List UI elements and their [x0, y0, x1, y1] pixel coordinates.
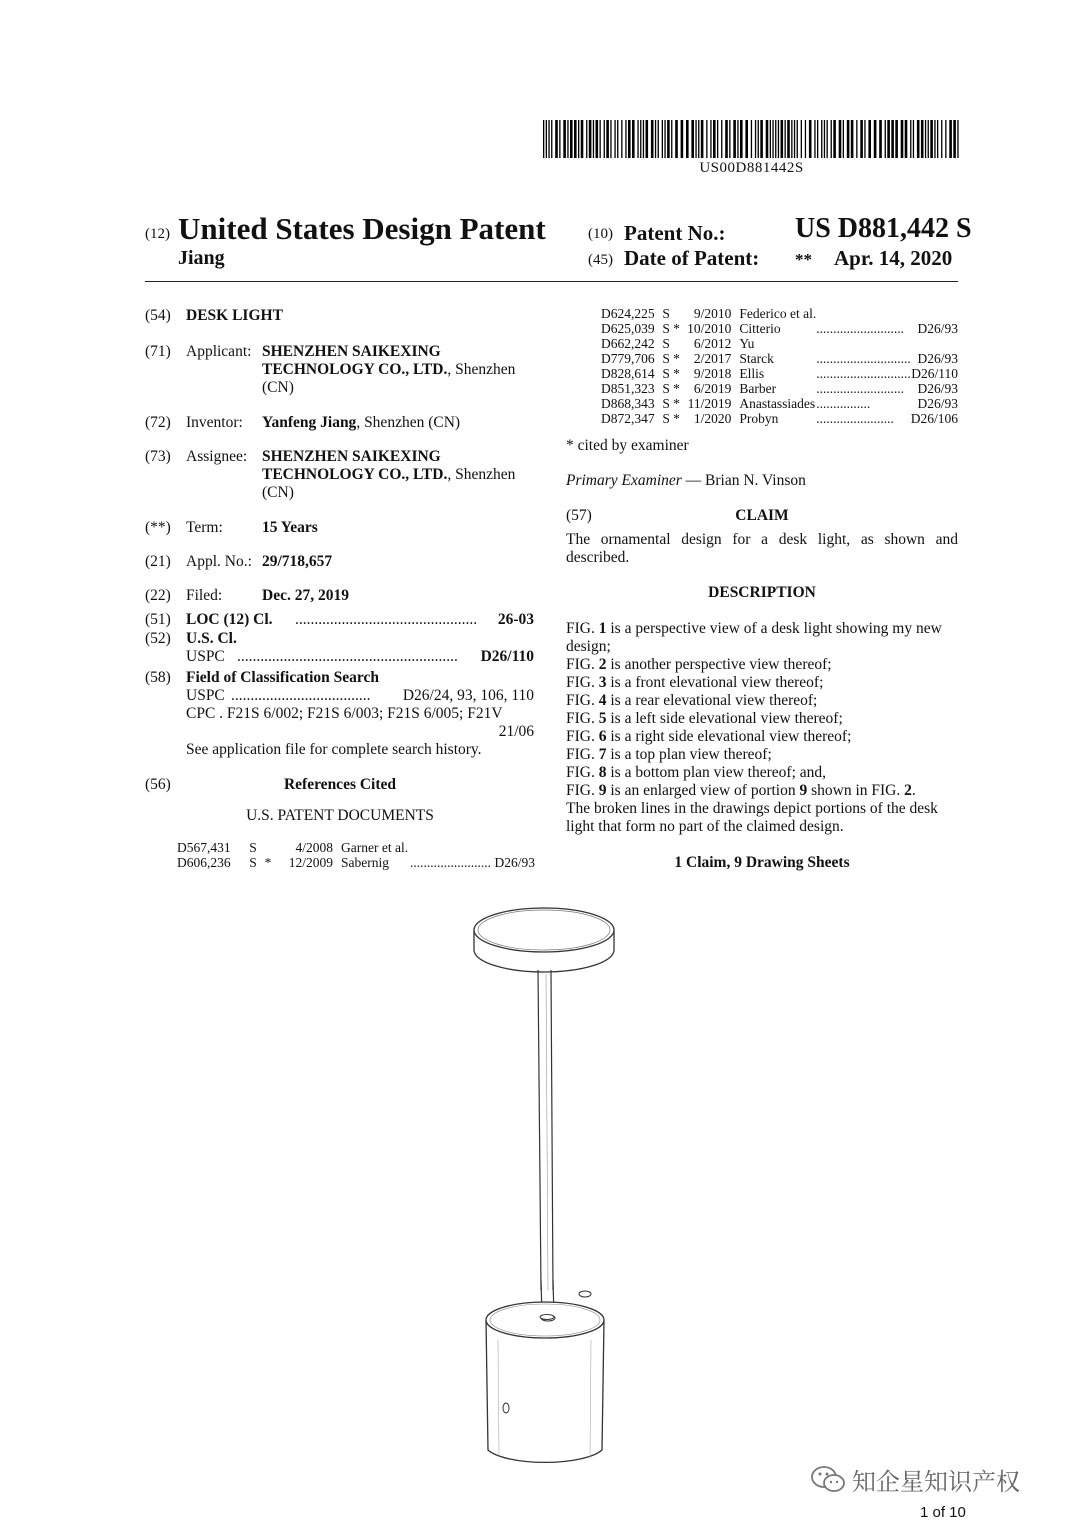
reference-row: D851,323 S * 6/2019 Barber .......................... D26/93: [601, 381, 958, 396]
fig-description: FIG. 8 is a bottom plan view thereof; and,: [566, 764, 827, 781]
reference-row: D624,225 S 9/2010 Federico et al.: [601, 306, 817, 321]
barcode: [543, 120, 960, 158]
barcode-number: US00D881442S: [699, 160, 804, 176]
claims-sheets: 1 Claim, 9 Drawing Sheets: [674, 854, 850, 871]
code-45: (45): [588, 252, 613, 268]
reference-row: D567,431 S 4/2008 Garner et al.: [177, 840, 409, 855]
claim-title: CLAIM: [735, 507, 789, 524]
fig-description: FIG. 1 is a perspective view of a desk light showing my new design;: [566, 620, 942, 655]
wechat-icon: [810, 1464, 846, 1496]
desk-light-figure-base: [470, 1280, 620, 1480]
patent-date: Apr. 14, 2020: [834, 246, 953, 270]
reference-row: D606,236 S * 12/2009 Sabernig ........................ D26/93: [177, 855, 535, 870]
patent-number: US D881,442 S: [795, 213, 972, 244]
code-10: (10): [588, 226, 613, 242]
field-58-search: (58) Field of Classification Search USPC .................................... D26/24, 93, 106, 110 CPC . F21S 6/002; F21S 6/003; F21S 6/005; F21V 21/06 See application file for complete search history.: [145, 669, 534, 758]
reference-row: D868,343 S * 11/2019 Anastassiades ................ D26/93: [601, 396, 958, 411]
description-body: [566, 620, 958, 836]
broken-lines-note: The broken lines in the drawings depict portions of the desk light that form no part of the claimed design.: [566, 800, 938, 835]
fig-description: FIG. 4 is a rear elevational view thereof;: [566, 692, 818, 709]
field-73-assignee: (73) Assignee: SHENZHEN SAIKEXING TECHNOLOGY CO., LTD., Shenzhen (CN): [145, 448, 516, 501]
patent-title: United States Design Patent: [178, 211, 546, 246]
invention-title: DESK LIGHT: [186, 307, 283, 324]
inventor-surname: Jiang: [178, 247, 225, 269]
reference-row: D779,706 S * 2/2017 Starck ............................ D26/93: [601, 351, 958, 366]
patent-no-label: Patent No.:: [624, 221, 726, 245]
page-number: 1 of 10: [920, 1504, 966, 1521]
claim-text: The ornamental design for a desk light, as shown and described.: [566, 531, 958, 566]
claim-code: (57): [566, 507, 592, 524]
desk-light-figure-top: [460, 890, 630, 1290]
fig-description: FIG. 5 is a left side elevational view thereof;: [566, 710, 843, 727]
reference-row: D872,347 S * 1/2020 Probyn ....................... D26/106: [601, 411, 958, 426]
reference-row: D625,039 S * 10/2010 Citterio .......................... D26/93: [601, 321, 958, 336]
header-rule: [145, 281, 958, 282]
fig-description: FIG. 2 is another perspective view thereof;: [566, 656, 832, 673]
fig-9-line: FIG. 9 is an enlarged view of portion 9 shown in FIG. 2.: [566, 782, 916, 799]
watermark: 知企星知识产权: [810, 1462, 1020, 1497]
primary-examiner: Primary Examiner — Brian N. Vinson: [566, 472, 806, 489]
cited-by-examiner: * cited by examiner: [566, 437, 689, 454]
field-71-applicant: (71) Applicant: SHENZHEN SAIKEXING TECHNOLOGY CO., LTD., Shenzhen (CN): [145, 343, 516, 396]
date-label: Date of Patent:: [624, 246, 760, 270]
references-table-right: [601, 306, 958, 426]
reference-row: D828,614 S * 9/2018 Ellis ............................ D26/110: [601, 366, 958, 381]
description-title: DESCRIPTION: [708, 584, 816, 601]
kind-code-12: (12): [145, 226, 170, 242]
reference-row: D662,242 S 6/2012 Yu: [601, 336, 755, 351]
date-marker: **: [795, 250, 812, 269]
field-52-us-cl: (52) U.S. Cl. USPC ......................................................... D26/110: [145, 630, 534, 665]
fig-description: FIG. 6 is a right side elevational view thereof;: [566, 728, 852, 745]
fig-description: FIG. 3 is a front elevational view thereof;: [566, 674, 824, 691]
references-table-left: [177, 840, 535, 870]
fig-description: FIG. 7 is a top plan view thereof;: [566, 746, 772, 763]
